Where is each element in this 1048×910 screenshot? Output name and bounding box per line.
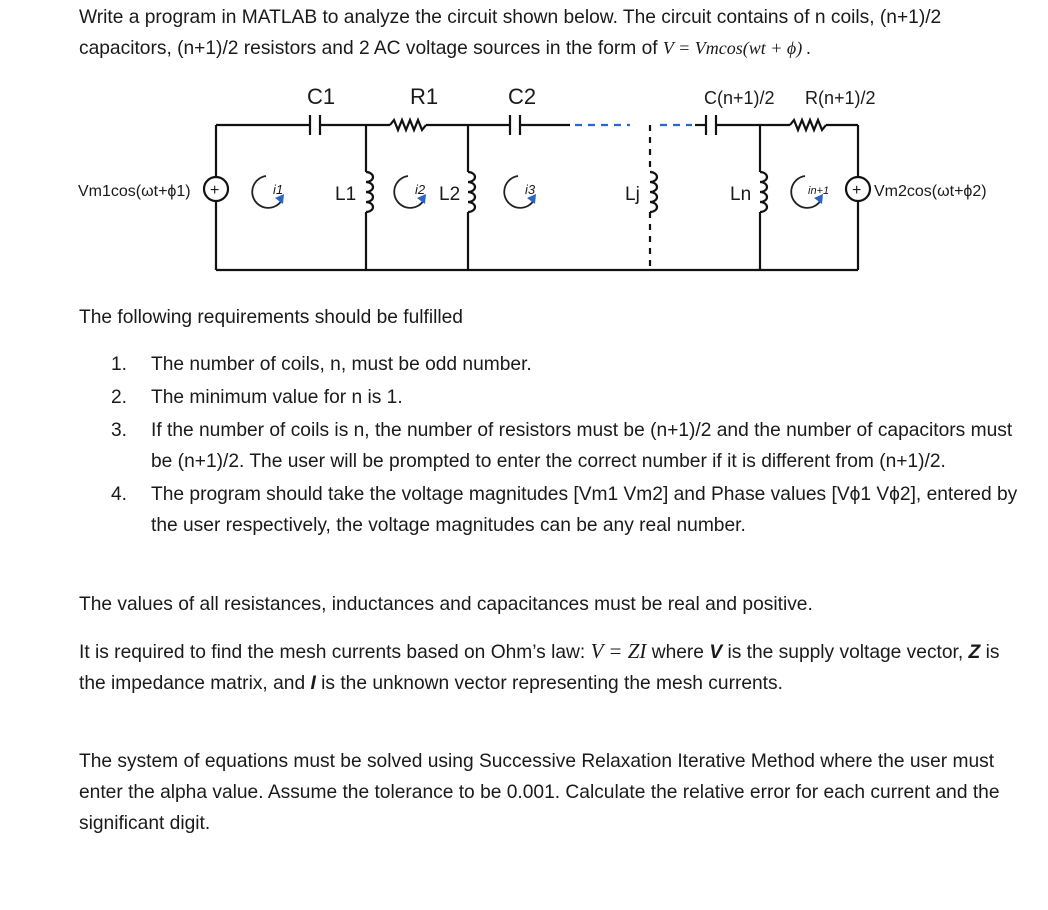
inductor-label: L1 bbox=[335, 184, 357, 205]
list-item-text: If the number of coils is n, the number of resistors must be (n+1)/2 and the number of capacitors must be (n+1)/2. The user will be prompted to enter the correct number if it is different from (n+1)/2. bbox=[151, 420, 1013, 472]
list-item-number: 2. bbox=[111, 387, 128, 408]
capacitor-label: C2 bbox=[508, 84, 537, 109]
plus-sign: + bbox=[210, 182, 220, 199]
list-item bbox=[111, 415, 1021, 477]
source-left-label: Vm1cos(ωt+ϕ1) bbox=[78, 183, 191, 200]
intro-formula: V = Vmcos(wt + ϕ) . bbox=[662, 38, 812, 58]
intro-text: Write a program in MATLAB to analyze the circuit shown below. The circuit contains of n coils, (n+1)/2 capacitors, (n+1)/2 resistors and 2 AC voltage sources in the form of bbox=[79, 7, 942, 59]
list-item-text: The minimum value for n is 1. bbox=[151, 387, 403, 408]
ohm-v-desc: is the supply voltage vector, bbox=[727, 642, 964, 663]
requirements-list bbox=[111, 349, 1021, 543]
ohm-prefix: It is required to find the mesh currents based on Ohm’s law: bbox=[79, 642, 586, 663]
mesh-current-label: i2 bbox=[415, 182, 426, 197]
mesh-current-label: i1 bbox=[273, 182, 284, 197]
list-item bbox=[111, 349, 1021, 380]
circuit-diagram bbox=[70, 80, 987, 280]
inductor-label: L2 bbox=[439, 184, 461, 205]
list-item-number: 4. bbox=[111, 484, 128, 505]
inductor-label: Ln bbox=[730, 184, 752, 205]
resistor-label: R(n+1)/2 bbox=[805, 88, 876, 108]
ohm-formula: V = ZI bbox=[590, 639, 647, 663]
list-item bbox=[111, 479, 1021, 541]
intro-paragraph bbox=[79, 2, 1019, 64]
list-item bbox=[111, 382, 1021, 413]
solve-note: The system of equations must be solved using Successive Relaxation Iterative Method where the user must enter the alpha value. Assume the tolerance to be 0.001. Calculate the relative error for each current and the significant digit. bbox=[79, 751, 1000, 834]
list-item-text: The number of coils, n, must be odd number. bbox=[151, 354, 532, 375]
values-note: The values of all resistances, inductances and capacitances must be real and positive. bbox=[79, 594, 813, 615]
ohm-v-symbol: V bbox=[709, 642, 723, 663]
plus-sign: + bbox=[852, 182, 862, 199]
list-item-text: The program should take the voltage magnitudes [Vm1 Vm2] and Phase values [Vϕ1 Vϕ2], entered by the user respectively, the voltage magnitudes can be any real number. bbox=[151, 484, 1018, 536]
requirements-heading: The following requirements should be fulfilled bbox=[79, 307, 463, 328]
resistor-label: R1 bbox=[410, 84, 439, 109]
mesh-current-label: in+1 bbox=[808, 185, 830, 197]
ohm-z-desc: is the impedance matrix, and bbox=[79, 642, 1000, 694]
source-right-label: Vm2cos(ωt+ϕ2) bbox=[874, 183, 987, 200]
ohm-z-symbol: Z bbox=[968, 642, 981, 663]
capacitor-label: C1 bbox=[307, 84, 336, 109]
list-item-number: 3. bbox=[111, 420, 128, 441]
inductor-label: Lj bbox=[625, 184, 640, 205]
ohm-law-paragraph bbox=[79, 636, 1019, 699]
mesh-current-label: i3 bbox=[525, 182, 536, 197]
ohm-i-desc: is the unknown vector representing the mesh currents. bbox=[321, 673, 783, 694]
ohm-where: where bbox=[651, 642, 704, 663]
capacitor-label: C(n+1)/2 bbox=[704, 88, 775, 108]
ohm-i-symbol: I bbox=[310, 673, 316, 694]
list-item-number: 1. bbox=[111, 354, 128, 375]
